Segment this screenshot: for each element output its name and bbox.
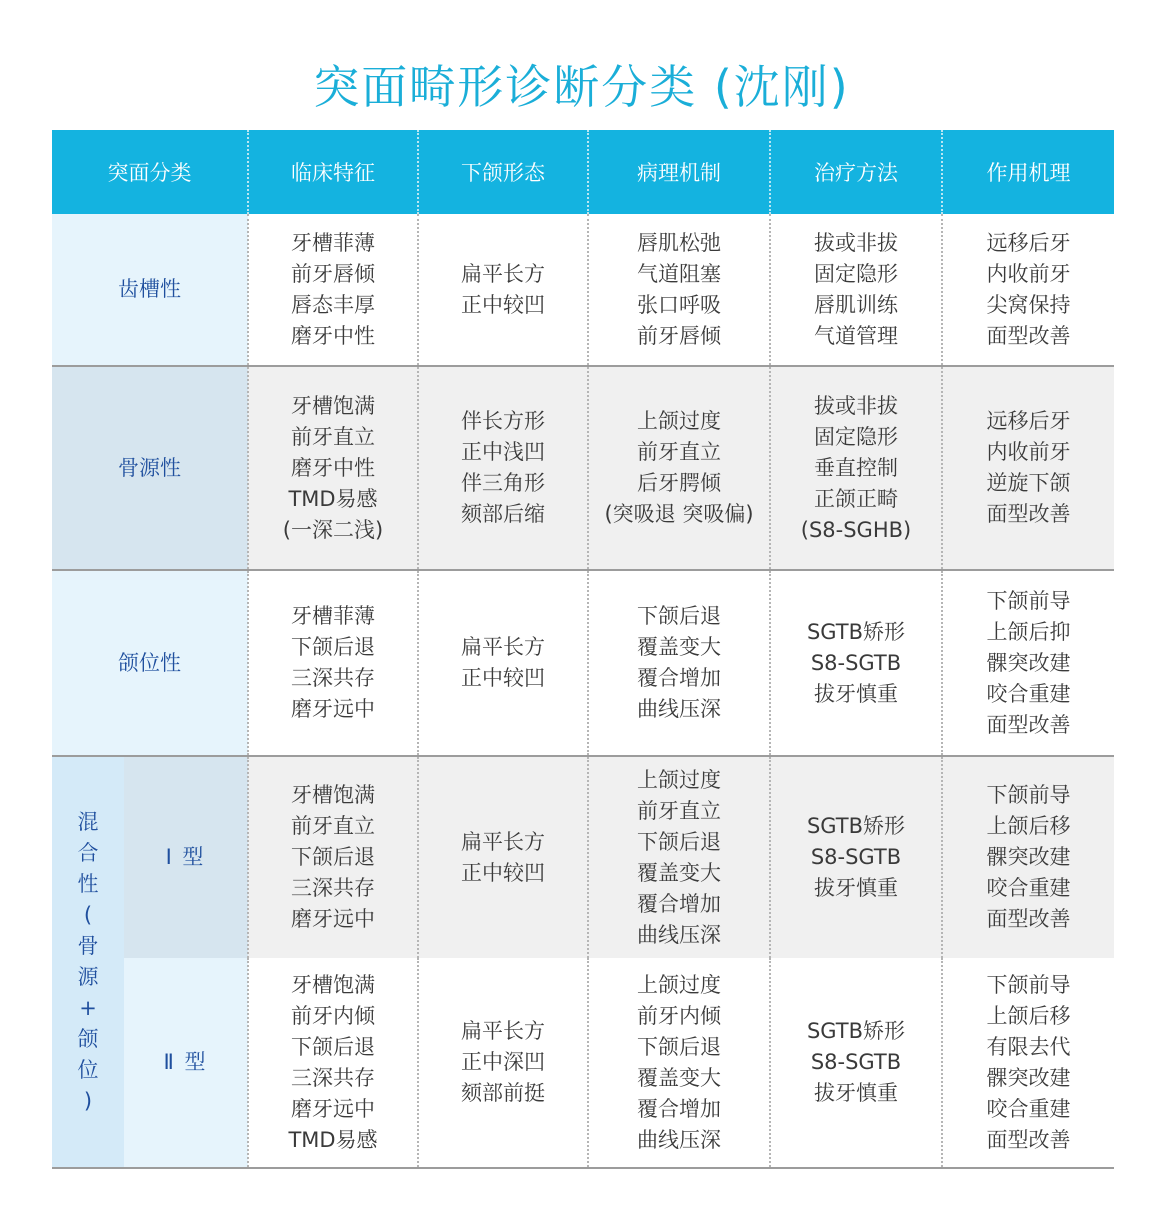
table-row [52,366,1114,570]
cell-line: 上颌过度 [637,972,721,997]
pathology-cell [588,570,770,756]
cell-line: 拔牙慎重 [814,876,898,900]
mandible-cell [418,366,588,570]
cell-line: 固定隐形 [814,261,898,286]
cell-line: 颌 [77,1027,99,1051]
cell-line: 三深共存 [291,876,375,900]
cell-line: 后牙腭倾 [637,471,721,495]
category-cell: 颌位性 [52,570,248,756]
cell-line: 牙槽饱满 [291,783,375,807]
header-pathology: 病理机制 [588,130,770,214]
cell-line: 髁突改建 [986,1065,1071,1090]
subtype-label: Ⅰ 型 [124,756,248,958]
table-row [52,958,1114,1168]
header-category: 突面分类 [52,130,248,214]
mechanism-cell [942,214,1114,366]
cell-line: 覆合增加 [637,891,721,916]
cell-line: 尖窝保持 [986,292,1071,317]
cell-line: 面型改善 [986,323,1071,348]
cell-line: 牙槽菲薄 [291,230,375,255]
page-title: 突面畸形诊断分类 (沈刚) [313,60,850,114]
cell-line: (突吸退 突吸偏) [604,502,754,526]
pathology-cell [588,756,770,958]
cell-line: 磨牙中性 [291,455,375,480]
cell-line: 扁平长方 [461,635,545,659]
cell-line: 前牙直立 [291,424,375,449]
cell-line: 覆盖变大 [637,860,721,885]
cell-line: 下颌后退 [637,604,721,628]
cell-line: 内收前牙 [986,440,1071,464]
cell-line: 咬合重建 [986,681,1071,706]
mechanism-cell [942,366,1114,570]
cell-line: 三深共存 [291,1065,375,1090]
cell-line: 正中深凹 [461,1050,545,1074]
cell-line: 牙槽饱满 [291,972,375,997]
cell-line: 三深共存 [291,666,375,690]
cell-line: 面型改善 [986,712,1071,737]
pathology-cell [588,366,770,570]
cell-line: S8-SGTB [810,845,902,869]
cell-line: 下颌前导 [986,588,1071,613]
cell-line: 上颌后移 [986,814,1071,838]
cell-line: 拔牙慎重 [814,681,898,706]
cell-line: 正中较凹 [461,860,545,885]
cell-line: 上颌过度 [637,767,721,792]
pathology-cell [588,958,770,1168]
cell-line: ( [83,903,93,927]
mechanism-cell [942,756,1114,958]
cell-line: S8-SGTB [810,650,902,675]
cell-line: 唇态丰厚 [291,292,375,317]
cell-line: 上颌过度 [637,409,721,433]
header-clinical: 临床特征 [248,130,418,214]
cell-line: 唇肌训练 [814,292,898,317]
clinical-cell [248,756,418,958]
cell-line: 覆盖变大 [637,635,721,659]
cell-line: 拔或非拔 [814,230,898,255]
cell-line: 下颌后退 [637,829,721,854]
cell-line: 咬合重建 [986,876,1071,900]
treatment-cell [770,214,942,366]
cell-line: 磨牙远中 [291,907,375,931]
treatment-cell [770,756,942,958]
cell-line: 颏部前挺 [461,1081,545,1105]
table-row [52,214,1114,366]
cell-line: TMD易感 [288,486,378,511]
cell-line: 面型改善 [986,907,1071,931]
cell-line: 扁平长方 [461,829,545,854]
clinical-cell [248,366,418,570]
table-row [52,570,1114,756]
cell-line: 正中较凹 [461,666,545,690]
cell-line: 拔或非拔 [814,393,898,418]
classification-table [52,130,1114,1169]
cell-line: 扁平长方 [461,1019,545,1043]
cell-line: 前牙直立 [637,440,721,464]
cell-line: 有限去代 [986,1034,1071,1059]
cell-line: 牙槽菲薄 [291,604,375,628]
header-mandible: 下颌形态 [418,130,588,214]
mechanism-cell [942,570,1114,756]
category-cell: 骨源性 [52,366,248,570]
cell-line: 面型改善 [986,1127,1071,1152]
cell-line: 混 [77,810,99,834]
mixed-category-cell [52,756,124,1168]
cell-line: 曲线压深 [637,922,721,947]
cell-line: 位 [77,1058,99,1082]
cell-line: 前牙唇倾 [637,323,721,348]
cell-line: 覆盖变大 [637,1065,721,1090]
mandible-cell [418,958,588,1168]
cell-line: 气道管理 [814,323,898,348]
cell-line: 前牙直立 [291,814,375,838]
header-row [52,130,1114,214]
mandible-cell [418,756,588,958]
cell-line: 扁平长方 [461,261,545,286]
cell-line: 下颌后退 [291,845,375,869]
cell-line: 源 [77,965,99,989]
cell-line: 远移后牙 [986,230,1071,255]
cell-line: SGTB矫形 [806,1019,906,1043]
cell-line: ) [83,1089,93,1113]
treatment-cell [770,570,942,756]
cell-line: 性 [77,872,99,896]
cell-line: SGTB矫形 [806,814,906,838]
cell-line: 正中较凹 [461,292,545,317]
cell-line: 下颌后退 [291,635,375,659]
cell-line: 覆合增加 [637,666,721,690]
cell-line: 垂直控制 [814,455,898,480]
cell-line: 髁突改建 [986,650,1071,675]
cell-line: 髁突改建 [986,845,1071,869]
mandible-cell [418,214,588,366]
cell-line: 骨 [77,934,99,958]
cell-line: 上颌后抑 [986,619,1071,644]
cell-line: 下颌后退 [291,1034,375,1059]
clinical-cell [248,214,418,366]
cell-line: 下颌后退 [637,1034,721,1059]
cell-line: (一深二浅) [282,517,384,542]
cell-line: TMD易感 [288,1127,378,1152]
cell-line: 前牙内倾 [291,1003,375,1028]
cell-line: 唇肌松弛 [637,230,721,255]
cell-line: 伴长方形 [461,409,545,433]
category-cell: 齿槽性 [52,214,248,366]
cell-line: 曲线压深 [637,1127,721,1152]
cell-line: 合 [77,841,99,865]
cell-line: + [79,996,97,1020]
cell-line: (S8-SGHB) [800,517,912,542]
mandible-cell [418,570,588,756]
pathology-cell [588,214,770,366]
treatment-cell [770,958,942,1168]
cell-line: 下颌前导 [986,783,1071,807]
cell-line: 覆合增加 [637,1096,721,1121]
mechanism-cell [942,958,1114,1168]
cell-line: 张口呼吸 [637,292,721,317]
cell-line: 正颌正畸 [814,486,898,511]
cell-line: 牙槽饱满 [291,393,375,418]
cell-line: 前牙唇倾 [291,261,375,286]
cell-line: 咬合重建 [986,1096,1071,1121]
cell-line: 前牙直立 [637,798,721,823]
subtype-label: Ⅱ 型 [124,958,248,1168]
clinical-cell [248,570,418,756]
table-row [52,756,1114,958]
cell-line: 曲线压深 [637,697,721,721]
treatment-cell [770,366,942,570]
cell-line: 颏部后缩 [461,502,545,526]
header-mechanism: 作用机理 [942,130,1114,214]
cell-line: 伴三角形 [461,471,545,495]
cell-line: 磨牙远中 [291,1096,375,1121]
cell-line: 磨牙远中 [291,697,375,721]
cell-line: 正中浅凹 [461,440,545,464]
cell-line: 前牙内倾 [637,1003,721,1028]
cell-line: 磨牙中性 [291,323,375,348]
clinical-cell [248,958,418,1168]
cell-line: 远移后牙 [986,409,1071,433]
cell-line: 拔牙慎重 [814,1081,898,1105]
cell-line: 气道阻塞 [637,261,721,286]
cell-line: S8-SGTB [810,1050,902,1074]
cell-line: 下颌前导 [986,972,1071,997]
cell-line: SGTB矫形 [806,619,906,644]
cell-line: 逆旋下颌 [986,471,1071,495]
cell-line: 面型改善 [986,502,1071,526]
cell-line: 固定隐形 [814,424,898,449]
cell-line: 内收前牙 [986,261,1071,286]
header-treatment: 治疗方法 [770,130,942,214]
cell-line: 上颌后移 [986,1003,1071,1028]
